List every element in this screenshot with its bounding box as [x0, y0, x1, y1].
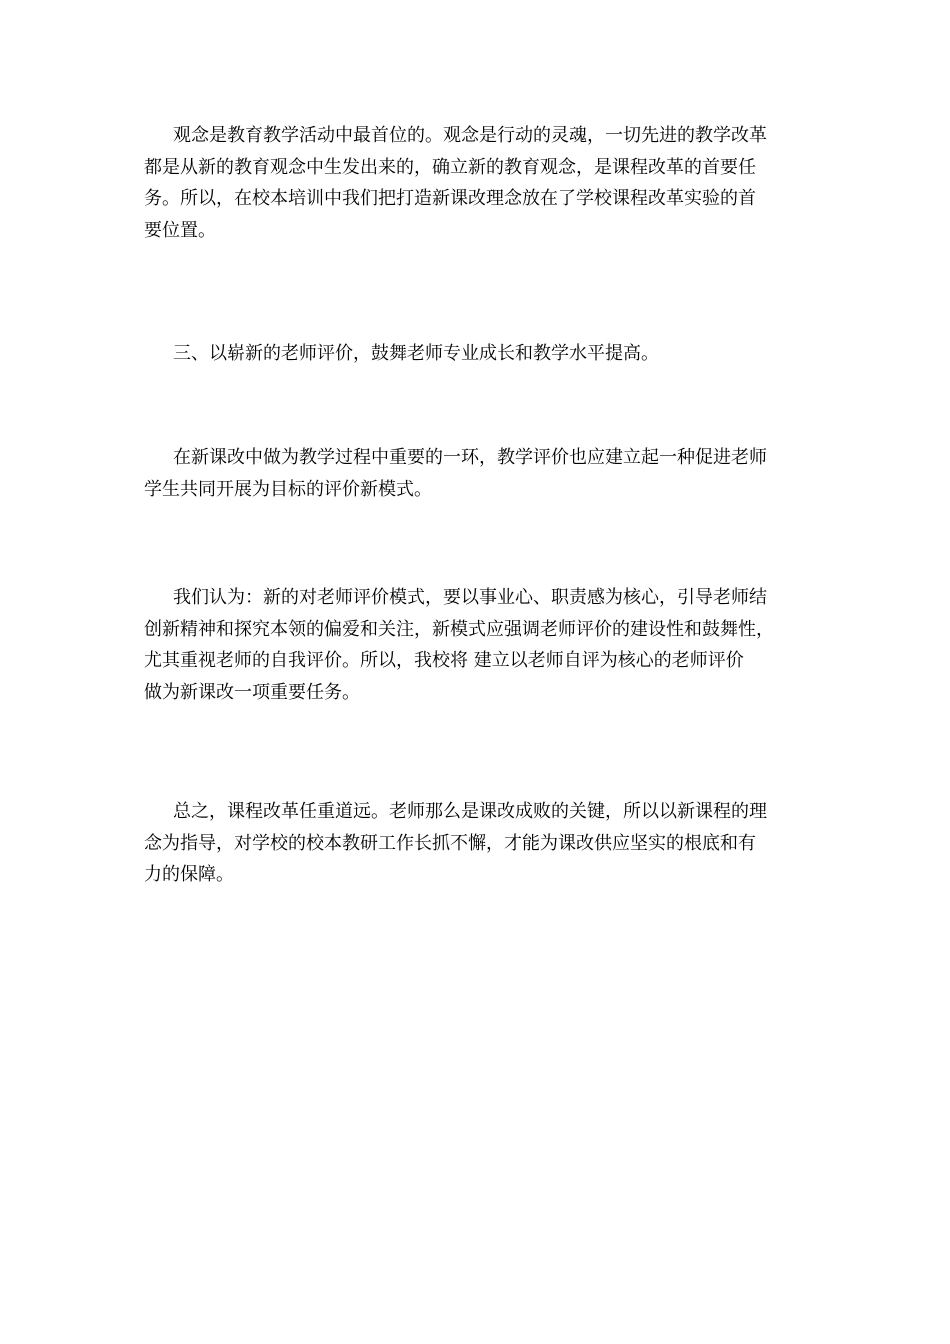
text-line: 力的保障。 [144, 864, 234, 885]
text-line: 做为新课改一项重要任务。 [144, 681, 360, 703]
paragraph-conclusion [144, 796, 824, 891]
text-line: 三、以崭新的老师评价，鼓舞老师专业成长和教学水平提高。 [173, 343, 659, 364]
paragraph-opinion [144, 582, 824, 708]
text-line: 务。所以，在校本培训中我们把打造新课改理念放在了学校课程改革实验的首 [144, 188, 756, 209]
text-line: 在新课改中做为教学过程中重要的一环，教学评价也应建立起一种促进老师 [173, 447, 767, 468]
text-line: 都是从新的教育观念中生发出来的，确立新的教育观念，是课程改革的首要任 [144, 156, 756, 178]
text-line: 要位置。 [144, 219, 216, 241]
text-line: 我们认为：新的对老师评价模式，要以事业心、职责感为核心，引导老师结 [173, 587, 767, 608]
paragraph-concept [144, 120, 824, 246]
paragraph-evaluation [144, 442, 824, 505]
text-line: 念为指导，对学校的校本教研工作长抓不懈，才能为课改供应坚实的根底和有 [144, 832, 756, 854]
text-line: 学生共同开展为目标的评价新模式。 [144, 478, 432, 500]
text-line: 总之，课程改革任重道远。老师那么是课改成败的关键，所以以新课程的理 [173, 801, 767, 822]
text-line: 创新精神和探究本领的偏爱和关注，新模式应强调老师评价的建设性和鼓舞性， [144, 618, 774, 640]
text-line: 观念是教育教学活动中最首位的。观念是行动的灵魂，一切先进的教学改革 [173, 125, 767, 146]
text-line: 尤其重视老师的自我评价。所以，我校将 建立以老师自评为核心的老师评价 [144, 650, 744, 671]
section-heading [144, 338, 824, 370]
